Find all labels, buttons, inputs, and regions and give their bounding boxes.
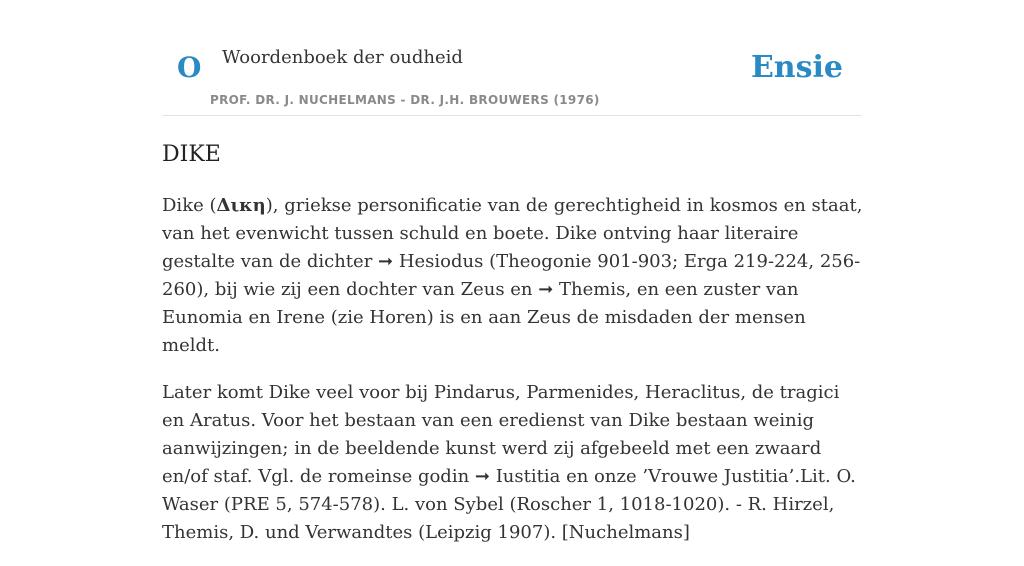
- book-header: [162, 40, 862, 116]
- paragraph-text: Later komt Dike veel voor bij Pindarus, Parmenides, Heraclitus, de tragici en Aratus. Voor het bestaan van een eredienst van Dike bestaan weinig aanwijzingen; in de beeldende kunst werd zij afgebeeld met een zwaard en/of staf. Vgl. de romeinse godin: [162, 382, 840, 487]
- book-title[interactable]: Woordenboek der oudheid: [222, 47, 463, 68]
- paragraph-text: , en een zuster van Eunomia en Irene (zie Horen) is en aan Zeus de misdaden der mensen meldt.: [162, 279, 806, 356]
- book-authors: PROF. DR. J. NUCHELMANS - DR. J.H. BROUWERS (1976): [210, 93, 600, 107]
- entry-title: DIKE: [162, 142, 221, 167]
- link-hesiodus[interactable]: ➞ Hesiodus: [378, 251, 484, 272]
- paragraph-text: ), griekse personificatie van de gerechtigheid in kosmos en staat, van het evenwicht tussen schuld en boete. Dike ontving haar literaire gestalte van de dichter: [162, 195, 863, 272]
- link-iustitia[interactable]: ➞ Iustitia: [474, 466, 561, 487]
- section-letter[interactable]: O: [177, 51, 202, 84]
- link-themis[interactable]: ➞ Themis: [538, 279, 626, 300]
- paragraph-text: en onze ’Vrouwe Justitia’.Lit. O. Waser (PRE 5, 574-578). L. von Sybel (Roscher 1, 1018-1020). - R. Hirzel, Themis, D. und Verwandtes (Leipzig 1907). [Nuchelmans]: [162, 466, 856, 543]
- entry-paragraph-2: [162, 379, 866, 547]
- ensie-logo[interactable]: Ensie: [750, 50, 843, 85]
- entry-paragraph-1: [162, 192, 866, 360]
- greek-term: Δικη: [216, 195, 266, 216]
- paragraph-text: Dike (: [162, 195, 217, 216]
- entry-content: [162, 192, 866, 566]
- paragraph-text: (Theogonie 901-903; Erga 219-224, 256-260), bij wie zij een dochter van Zeus en: [162, 251, 861, 300]
